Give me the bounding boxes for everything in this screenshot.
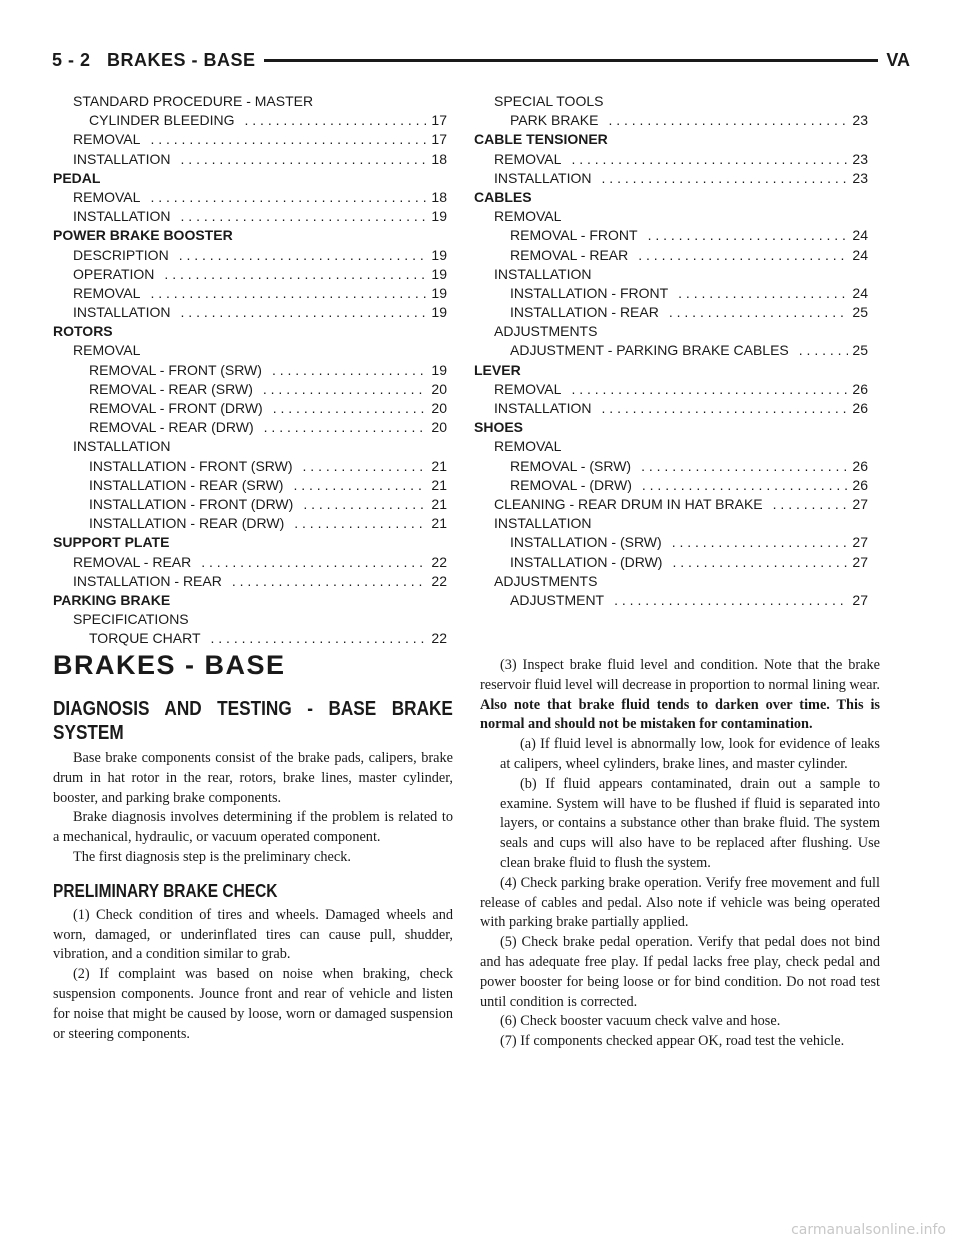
- toc-entry-label: INSTALLATION: [73, 150, 171, 167]
- toc-entry-label: SUPPORT PLATE: [53, 534, 170, 551]
- toc-entry-label: INSTALLATION - (SRW): [510, 534, 662, 551]
- toc-page-number: 22: [431, 572, 447, 589]
- toc-entry: [53, 495, 447, 514]
- toc-entry-label: CABLES: [474, 188, 532, 205]
- toc-entry-label: INSTALLATION: [494, 515, 592, 532]
- toc-leader-dots: [232, 572, 428, 591]
- toc-entry: [474, 169, 868, 188]
- toc-page-number: 17: [431, 131, 447, 148]
- toc-page-number: 26: [852, 476, 868, 493]
- toc-entry-label: ADJUSTMENT: [510, 591, 605, 608]
- toc-entry: [53, 130, 447, 149]
- toc-page-number: 21: [431, 515, 447, 532]
- toc-entry: [474, 437, 868, 456]
- toc-leader-dots: [571, 150, 848, 169]
- toc-entry-label: REMOVAL - REAR (DRW): [89, 419, 254, 436]
- toc-page-number: 22: [431, 630, 447, 647]
- toc-left-column: [53, 92, 447, 648]
- toc-leader-dots: [273, 399, 428, 418]
- toc-page-number: 19: [431, 304, 447, 321]
- toc-entry: [53, 341, 447, 360]
- toc-entry-label: PARKING BRAKE: [53, 591, 171, 608]
- toc-page-number: 19: [431, 284, 447, 301]
- toc-entry-label: INSTALLATION - FRONT (SRW): [89, 457, 293, 474]
- toc-entry-label: REMOVAL: [494, 380, 562, 397]
- toc-page-number: 23: [852, 112, 868, 129]
- toc-entry: [474, 553, 868, 572]
- toc-leader-dots: [602, 399, 849, 418]
- toc-page-number: 20: [431, 400, 447, 416]
- toc-entry: [474, 399, 868, 418]
- toc-leader-dots: [799, 341, 849, 360]
- toc-entry: [474, 111, 868, 130]
- header-left: [52, 50, 264, 71]
- toc-page-number: 24: [852, 227, 868, 244]
- toc-leader-dots: [293, 476, 427, 495]
- toc-entry: [474, 226, 868, 245]
- toc-entry-label: SPECIAL TOOLS: [494, 93, 604, 109]
- toc-leader-dots: [773, 495, 849, 514]
- section-heading: DIAGNOSIS AND TESTING - BASE BRAKE SYSTEM: [53, 698, 453, 744]
- toc-entry: [474, 476, 868, 495]
- toc-page-number: 20: [431, 419, 447, 436]
- toc-entry: [53, 92, 447, 111]
- toc-leader-dots: [672, 553, 848, 572]
- toc-entry-label: LEVER: [474, 361, 521, 378]
- step-paragraph: (6) Check booster vacuum check valve and hose.: [500, 1013, 781, 1030]
- toc-leader-dots: [150, 130, 427, 149]
- toc-entry-label: INSTALLATION: [494, 265, 592, 282]
- toc-entry-label: REMOVAL - FRONT (DRW): [89, 400, 263, 416]
- toc-page-number: 25: [852, 342, 868, 359]
- toc-entry-label: INSTALLATION - FRONT (DRW): [89, 495, 294, 512]
- step-text: (3) Inspect brake fluid level and condition. Note that the brake reservoir fluid level will decrease in proportion to normal lining wear.: [480, 657, 880, 693]
- toc-page-number: 17: [431, 112, 447, 129]
- step-warning: Also note that brake fluid tends to darken over time. This is normal and should not be mistaken for contamination.: [480, 696, 880, 733]
- toc-entry: [474, 303, 868, 322]
- toc-entry-label: PARK BRAKE: [510, 112, 599, 129]
- toc-entry: [474, 380, 868, 399]
- toc-entry: [474, 265, 868, 284]
- toc-entry-label: DESCRIPTION: [73, 246, 169, 263]
- toc-page-number: 26: [852, 457, 868, 474]
- toc-leader-dots: [672, 533, 849, 552]
- toc-entry-label: REMOVAL - REAR (SRW): [89, 380, 253, 397]
- toc-entry: [53, 457, 447, 476]
- toc-entry: [53, 418, 447, 437]
- toc-entry: [474, 457, 868, 476]
- toc-leader-dots: [571, 380, 848, 399]
- toc-entry-label: TORQUE CHART: [89, 630, 201, 647]
- step-paragraph: (5) Check brake pedal operation. Verify that pedal does not bind and has adequate free play. If pedal lacks free play, check pedal and power booster for being loose or for bind condition. Do not road test until condition is corrected.: [480, 934, 880, 1010]
- toc-entry-label: OPERATION: [73, 265, 155, 282]
- toc-entry-label: REMOVAL: [73, 284, 141, 301]
- toc-leader-dots: [272, 361, 427, 380]
- toc-entry-label: REMOVAL - REAR: [510, 246, 629, 263]
- toc-entry-label: CYLINDER BLEEDING: [89, 112, 235, 129]
- toc-entry: [53, 399, 447, 418]
- toc-entry: [53, 380, 447, 399]
- toc-leader-dots: [263, 380, 428, 399]
- toc-entry: [53, 207, 447, 226]
- toc-entry: [474, 150, 868, 169]
- toc-entry: [474, 284, 868, 303]
- toc-entry: [53, 476, 447, 495]
- toc-entry-label: INSTALLATION - REAR: [510, 304, 659, 321]
- toc-entry: [474, 361, 868, 380]
- toc-entry-label: REMOVAL - FRONT: [510, 227, 638, 244]
- toc-leader-dots: [164, 265, 427, 284]
- toc-entry-label: INSTALLATION - FRONT: [510, 284, 669, 301]
- toc-page-number: 21: [431, 495, 447, 512]
- page-title: BRAKES - BASE: [53, 650, 286, 680]
- toc-entry: [474, 572, 868, 591]
- toc-page-number: 21: [431, 457, 447, 474]
- body-right-column: [480, 656, 880, 1052]
- site-watermark: carmanualsonline.info: [791, 1222, 946, 1238]
- sub-step-paragraph: (b) If fluid appears contaminated, drain out a sample to examine. System will have to be flushed if fluid is separated into layers, or contains a substance other than brake fluid. The system seals and cups will also have to be replaced after flushing. Use clean brake fluid to flush the system.: [500, 775, 880, 871]
- toc-right-column: [474, 92, 868, 610]
- toc-entry-label: INSTALLATION: [73, 438, 171, 455]
- toc-entry-label: PEDAL: [53, 169, 101, 186]
- intro-paragraph: Brake diagnosis involves determining if the problem is related to a mechanical, hydraulic, or vacuum operated component.: [53, 809, 453, 846]
- toc-entry: [474, 322, 868, 341]
- toc-entry: [53, 610, 447, 629]
- toc-leader-dots: [641, 457, 848, 476]
- toc-entry: [53, 361, 447, 380]
- toc-page-number: 19: [431, 361, 447, 378]
- toc-leader-dots: [638, 246, 848, 265]
- toc-entry: [474, 130, 868, 149]
- toc-entry: [474, 188, 868, 207]
- toc-entry-label: INSTALLATION - (DRW): [510, 553, 663, 570]
- toc-page-number: 22: [431, 553, 447, 570]
- toc-leader-dots: [294, 514, 427, 533]
- toc-entry-label: REMOVAL: [494, 438, 562, 455]
- intro-paragraph: Base brake components consist of the brake pads, calipers, brake drum in hat rotor in the rear, rotors, brake lines, master cylinder, booster, and parking brake components.: [53, 750, 453, 806]
- toc-entry-label: INSTALLATION: [494, 169, 592, 186]
- page-header: [52, 50, 910, 70]
- toc-leader-dots: [602, 169, 849, 188]
- toc-entry: [53, 284, 447, 303]
- toc-page-number: 20: [431, 380, 447, 397]
- toc-page-number: 18: [431, 188, 447, 205]
- toc-entry: [474, 591, 868, 610]
- toc-page-number: 19: [431, 246, 447, 263]
- step-paragraph: [480, 656, 880, 735]
- toc-entry-label: INSTALLATION: [494, 400, 592, 416]
- toc-page-number: 18: [431, 150, 447, 167]
- toc-leader-dots: [669, 303, 849, 322]
- toc-entry-label: REMOVAL - (DRW): [510, 476, 632, 493]
- toc-page-number: 26: [852, 400, 868, 416]
- toc-page-number: 24: [852, 246, 868, 263]
- toc-entry: [53, 303, 447, 322]
- toc-page-number: 23: [852, 169, 868, 186]
- sub-heading: PRELIMINARY BRAKE CHECK: [53, 880, 278, 901]
- toc-entry-label: CLEANING - REAR DRUM IN HAT BRAKE: [494, 495, 763, 512]
- toc-entry-label: INSTALLATION: [73, 208, 171, 225]
- toc-leader-dots: [181, 207, 428, 226]
- sub-step-paragraph: (a) If fluid level is abnormally low, look for evidence of leaks at calipers, wheel cylinders, brake lines, and master cylinder.: [500, 736, 880, 772]
- toc-leader-dots: [181, 303, 428, 322]
- toc-entry-label: REMOVAL: [73, 188, 141, 205]
- toc-leader-dots: [150, 188, 427, 207]
- body-left-column: [53, 697, 453, 1044]
- toc-entry: [474, 533, 868, 552]
- toc-entry: [53, 246, 447, 265]
- toc-leader-dots: [678, 284, 848, 303]
- toc-page-number: 27: [852, 495, 868, 512]
- toc-entry-label: ADJUSTMENTS: [494, 572, 598, 589]
- toc-page-number: 23: [852, 150, 868, 167]
- toc-leader-dots: [179, 246, 428, 265]
- toc-entry: [474, 207, 868, 226]
- toc-leader-dots: [642, 476, 849, 495]
- toc-leader-dots: [648, 226, 849, 245]
- header-title: BRAKES - BASE: [107, 50, 256, 70]
- toc-entry-label: INSTALLATION - REAR (SRW): [89, 476, 284, 493]
- toc-entry: [474, 495, 868, 514]
- toc-entry-label: REMOVAL - (SRW): [510, 457, 632, 474]
- toc-leader-dots: [201, 553, 427, 572]
- step-paragraph: (1) Check condition of tires and wheels. Damaged wheels and worn, damaged, or underinflated tires can cause pull, shudder, vibration, and a condition similar to grab.: [53, 906, 453, 963]
- toc-page-number: 27: [852, 534, 868, 551]
- step-paragraph: (4) Check parking brake operation. Verify free movement and full release of cables and pedal. Also note if vehicle was being operated with parking brake partially applied.: [480, 874, 880, 931]
- toc-page-number: 24: [852, 284, 868, 301]
- toc-entry: [53, 533, 447, 552]
- toc-entry-label: ADJUSTMENT - PARKING BRAKE CABLES: [510, 342, 789, 359]
- toc-page-number: 26: [852, 380, 868, 397]
- toc-entry: [53, 572, 447, 591]
- toc-entry-label: REMOVAL: [494, 150, 562, 167]
- toc-entry-label: REMOVAL: [73, 342, 141, 359]
- toc-entry-label: SPECIFICATIONS: [73, 611, 189, 628]
- toc-entry: [474, 341, 868, 360]
- toc-entry-label: ROTORS: [53, 323, 113, 340]
- toc-entry-label: INSTALLATION: [73, 304, 171, 321]
- toc-entry: [474, 92, 868, 111]
- toc-entry: [53, 553, 447, 572]
- toc-entry-label: POWER BRAKE BOOSTER: [53, 227, 233, 244]
- toc-entry: [53, 591, 447, 610]
- section-number: 5 - 2: [52, 50, 91, 70]
- toc-leader-dots: [303, 457, 428, 476]
- toc-entry-label: REMOVAL: [494, 208, 562, 225]
- toc-page-number: 21: [431, 476, 447, 493]
- toc-entry: [53, 437, 447, 456]
- toc-leader-dots: [211, 629, 428, 648]
- intro-paragraph: The first diagnosis step is the preliminary check.: [73, 848, 351, 865]
- toc-entry-label: SHOES: [474, 419, 524, 436]
- toc-entry: [53, 169, 447, 188]
- toc-entry-label: STANDARD PROCEDURE - MASTER: [73, 93, 314, 109]
- toc-page-number: 25: [852, 304, 868, 321]
- toc-entry: [474, 514, 868, 533]
- toc-entry: [474, 418, 868, 437]
- toc-entry: [53, 322, 447, 341]
- toc-page-number: 19: [431, 208, 447, 225]
- step-paragraph: (7) If components checked appear OK, road test the vehicle.: [500, 1033, 845, 1050]
- toc-entry-label: CABLE TENSIONER: [474, 131, 608, 148]
- toc-entry: [474, 246, 868, 265]
- toc-entry-label: REMOVAL - REAR: [73, 553, 192, 570]
- toc-entry: [53, 265, 447, 284]
- toc-entry: [53, 188, 447, 207]
- toc-entry-label: INSTALLATION - REAR (DRW): [89, 515, 285, 532]
- toc-leader-dots: [264, 418, 428, 437]
- toc-entry-label: ADJUSTMENTS: [494, 323, 598, 340]
- toc-leader-dots: [608, 111, 848, 130]
- toc-leader-dots: [150, 284, 427, 303]
- toc-leader-dots: [614, 591, 848, 610]
- toc-page-number: 19: [431, 265, 447, 282]
- toc-entry: [53, 150, 447, 169]
- toc-leader-dots: [303, 495, 427, 514]
- toc-entry: [53, 111, 447, 130]
- toc-entry-label: INSTALLATION - REAR: [73, 572, 222, 589]
- toc-entry-label: REMOVAL: [73, 131, 141, 148]
- toc-page-number: 27: [852, 591, 868, 608]
- toc-entry: [53, 226, 447, 245]
- toc-entry: [53, 514, 447, 533]
- toc-leader-dots: [181, 150, 428, 169]
- toc-entry-label: REMOVAL - FRONT (SRW): [89, 361, 262, 378]
- header-model: VA: [878, 50, 910, 71]
- toc-page-number: 27: [852, 553, 868, 570]
- toc-leader-dots: [244, 111, 427, 130]
- toc-entry: [53, 629, 447, 648]
- step-paragraph: (2) If complaint was based on noise when braking, check suspension components. Jounce front and rear of vehicle and listen for noise that might be caused by loose, worn or damaged suspension or steering components.: [53, 966, 453, 1042]
